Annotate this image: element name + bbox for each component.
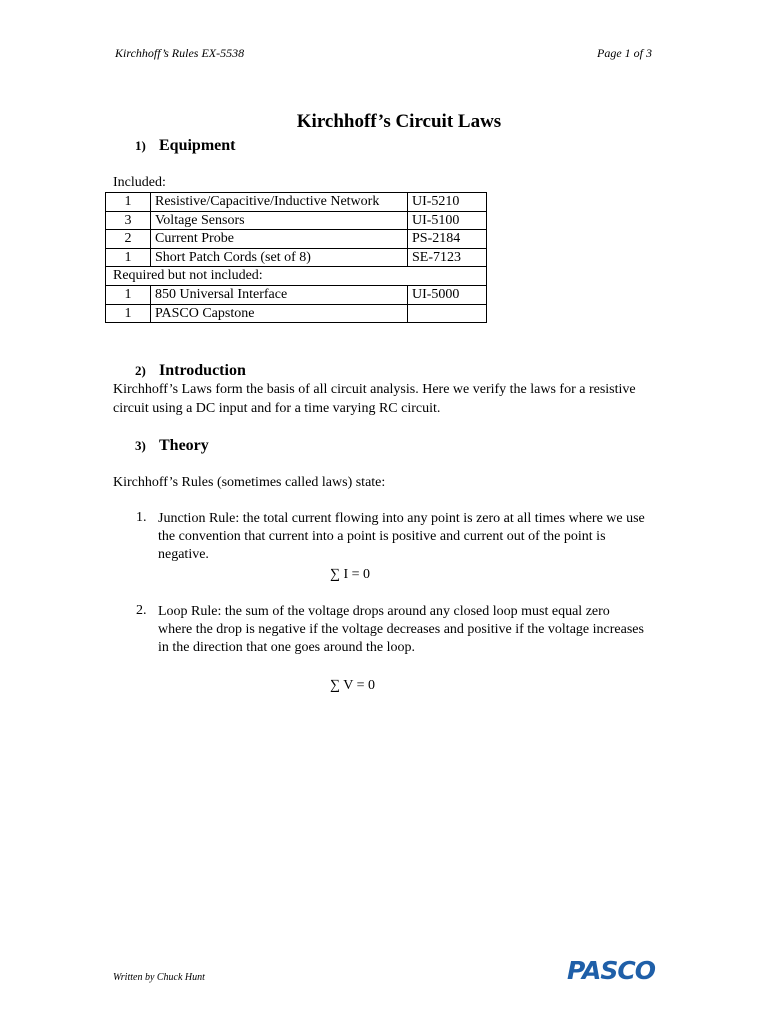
required-header-row [106,267,487,286]
table-row [106,193,487,212]
rule-2-line-1: Loop Rule: the sum of the voltage drops around any closed loop must equal zero [158,604,610,619]
code-cell: PS-2184 [408,230,487,249]
section-title: Theory [159,437,209,454]
section-number: 3) [135,438,146,453]
section-introduction-heading [135,362,246,380]
rule-2-line-3: in the direction that one goes around the loop. [158,640,415,655]
item-cell: Current Probe [151,230,408,249]
item-cell: 850 Universal Interface [151,285,408,304]
section-number: 2) [135,363,146,378]
item-cell: Voltage Sensors [151,211,408,230]
qty-cell: 1 [106,248,151,267]
junction-formula: ∑ I = 0 [330,567,371,582]
rule-number: 1. [136,510,147,525]
code-cell: UI-5000 [408,285,487,304]
code-cell [408,304,487,323]
rule-2-line-2: where the drop is negative if the voltage decreases and positive if the voltage increases [158,622,644,637]
intro-line-1: Kirchhoff’s Laws form the basis of all circuit analysis. Here we verify the laws for a resistive [113,382,636,397]
header-left: Kirchhoff’s Rules EX-5538 [115,46,245,60]
intro-line-2: circuit using a DC input and for a time varying RC circuit. [113,401,441,416]
section-title: Introduction [159,362,246,379]
qty-cell: 1 [106,304,151,323]
section-equipment-heading [135,137,235,155]
item-cell: Resistive/Capacitive/Inductive Network [151,193,408,212]
code-cell: SE-7123 [408,248,487,267]
section-theory-heading [135,437,209,455]
rule-1-line-3: negative. [158,547,209,562]
code-cell: UI-5100 [408,211,487,230]
rule-1-line-2: the convention that current into a point is positive and current out of the point is [158,529,606,544]
theory-intro: Kirchhoff’s Rules (sometimes called laws) state: [113,475,386,490]
loop-formula: ∑ V = 0 [330,678,375,693]
section-title: Equipment [159,137,236,154]
rule-number: 2. [136,603,147,618]
equipment-table [105,192,487,323]
item-cell: PASCO Capstone [151,304,408,323]
table-row [106,248,487,267]
pasco-logo: PASCO [567,956,655,985]
required-label: Required but not included: [106,267,487,286]
footer-author: Written by Chuck Hunt [113,972,205,983]
header-right: Page 1 of 3 [597,46,652,60]
qty-cell: 3 [106,211,151,230]
table-row [106,304,487,323]
qty-cell: 1 [106,193,151,212]
page-title: Kirchhoff’s Circuit Laws [296,111,502,132]
qty-cell: 2 [106,230,151,249]
table-row [106,211,487,230]
section-number: 1) [135,138,146,153]
included-label: Included: [113,175,166,190]
qty-cell: 1 [106,285,151,304]
table-row [106,285,487,304]
code-cell: UI-5210 [408,193,487,212]
rule-1-line-1: Junction Rule: the total current flowing into any point is zero at all times where we use [158,511,645,526]
table-row [106,230,487,249]
item-cell: Short Patch Cords (set of 8) [151,248,408,267]
